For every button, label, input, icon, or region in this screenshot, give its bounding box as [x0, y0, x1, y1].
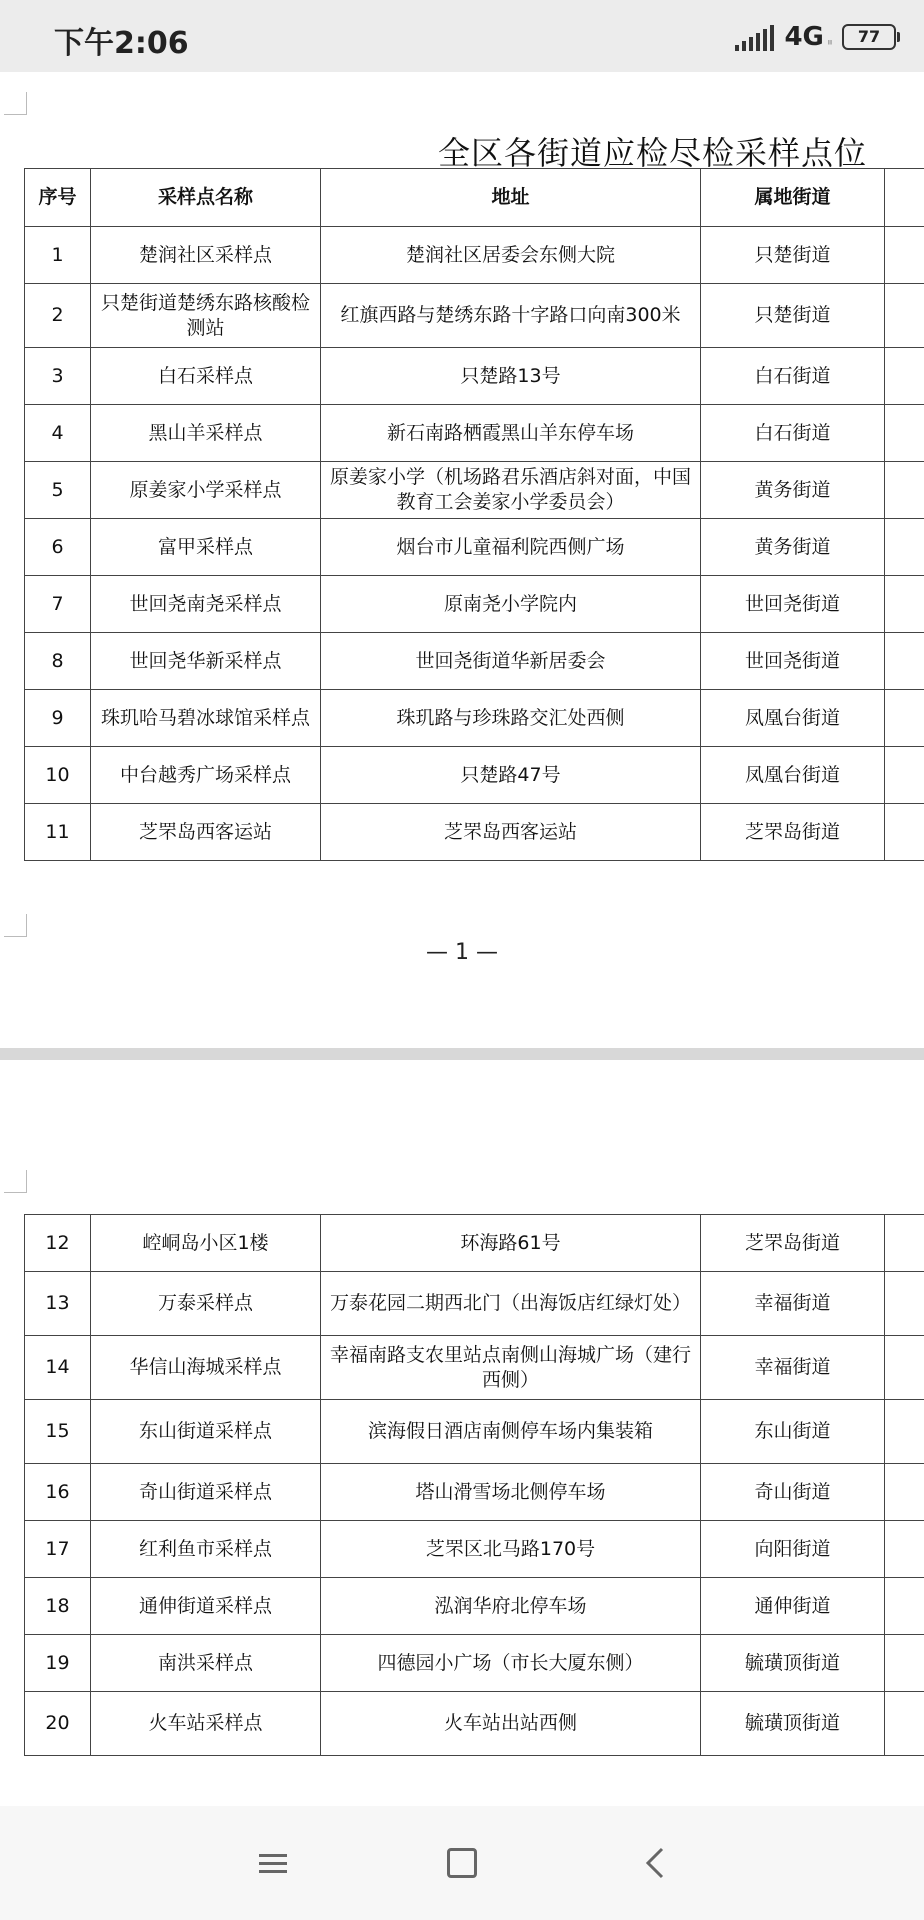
table-row	[25, 348, 924, 405]
cell-no: 9	[25, 690, 91, 747]
cell-name: 只楚街道楚绣东路核酸检测站	[91, 284, 321, 348]
cell-address: 万泰花园二期西北门（出海饭店红绿灯处）	[321, 1272, 701, 1336]
cell-name: 华信山海城采样点	[91, 1336, 321, 1400]
cell-extra	[885, 633, 924, 690]
cell-no: 10	[25, 747, 91, 804]
page-corner-mark	[4, 914, 27, 937]
cell-address: 火车站出站西侧	[321, 1692, 701, 1756]
signal-icon	[735, 23, 774, 51]
table-row	[25, 405, 924, 462]
page-number: — 1 —	[426, 940, 498, 965]
cell-extra	[885, 576, 924, 633]
table-row	[25, 227, 924, 284]
page-separator	[0, 1048, 924, 1060]
cell-extra	[885, 1578, 924, 1635]
cell-name: 万泰采样点	[91, 1272, 321, 1336]
header-name: 采样点名称	[91, 169, 321, 227]
document-page-2[interactable]	[0, 1060, 924, 1806]
cell-street: 芝罘岛街道	[701, 804, 885, 861]
cell-no: 1	[25, 227, 91, 284]
cell-address: 只楚路47号	[321, 747, 701, 804]
network-activity-icon: ᴵᴵ	[827, 37, 832, 51]
table-row	[25, 804, 924, 861]
table-row	[25, 284, 924, 348]
cell-street: 通伸街道	[701, 1578, 885, 1635]
cell-address: 楚润社区居委会东侧大院	[321, 227, 701, 284]
table-row	[25, 1635, 924, 1692]
cell-extra	[885, 1521, 924, 1578]
cell-street: 幸福街道	[701, 1336, 885, 1400]
table-row	[25, 747, 924, 804]
cell-address: 红旗西路与楚绣东路十字路口向南300米	[321, 284, 701, 348]
cell-street: 只楚街道	[701, 227, 885, 284]
document-page-1[interactable]	[0, 72, 924, 1048]
header-street: 属地街道	[701, 169, 885, 227]
cell-street: 毓璜顶街道	[701, 1635, 885, 1692]
cell-extra	[885, 804, 924, 861]
cell-extra	[885, 519, 924, 576]
cell-extra	[885, 1400, 924, 1464]
cell-no: 5	[25, 462, 91, 519]
table-row	[25, 1272, 924, 1336]
cell-address: 芝罘岛西客运站	[321, 804, 701, 861]
back-icon[interactable]	[630, 1838, 680, 1888]
header-extra	[885, 169, 924, 227]
cell-address: 滨海假日酒店南侧停车场内集装箱	[321, 1400, 701, 1464]
cell-name: 世回尧华新采样点	[91, 633, 321, 690]
cell-address: 芝罘区北马路170号	[321, 1521, 701, 1578]
network-type: 4G	[784, 22, 824, 52]
cell-address: 四德园小广场（市长大厦东侧）	[321, 1635, 701, 1692]
table-row	[25, 1464, 924, 1521]
cell-name: 东山街道采样点	[91, 1400, 321, 1464]
header-no: 序号	[25, 169, 91, 227]
cell-street: 凤凰台街道	[701, 690, 885, 747]
sampling-table-page-1	[24, 168, 924, 861]
cell-name: 崆峒岛小区1楼	[91, 1215, 321, 1272]
cell-address: 泓润华府北停车场	[321, 1578, 701, 1635]
cell-extra	[885, 1464, 924, 1521]
table-row	[25, 1336, 924, 1400]
table-row	[25, 690, 924, 747]
cell-no: 12	[25, 1215, 91, 1272]
cell-no: 2	[25, 284, 91, 348]
cell-name: 通伸街道采样点	[91, 1578, 321, 1635]
cell-street: 凤凰台街道	[701, 747, 885, 804]
cell-no: 19	[25, 1635, 91, 1692]
cell-no: 17	[25, 1521, 91, 1578]
table-row	[25, 576, 924, 633]
cell-name: 楚润社区采样点	[91, 227, 321, 284]
cell-street: 黄务街道	[701, 519, 885, 576]
cell-street: 世回尧街道	[701, 633, 885, 690]
cell-address: 原姜家小学（机场路君乐酒店斜对面，中国教育工会姜家小学委员会）	[321, 462, 701, 519]
cell-no: 3	[25, 348, 91, 405]
cell-extra	[885, 1272, 924, 1336]
cell-no: 16	[25, 1464, 91, 1521]
cell-street: 白石街道	[701, 405, 885, 462]
cell-no: 4	[25, 405, 91, 462]
cell-no: 13	[25, 1272, 91, 1336]
cell-extra	[885, 747, 924, 804]
cell-no: 15	[25, 1400, 91, 1464]
cell-street: 向阳街道	[701, 1521, 885, 1578]
cell-address: 只楚路13号	[321, 348, 701, 405]
cell-extra	[885, 227, 924, 284]
cell-no: 11	[25, 804, 91, 861]
cell-address: 珠玑路与珍珠路交汇处西侧	[321, 690, 701, 747]
cell-name: 芝罘岛西客运站	[91, 804, 321, 861]
cell-no: 20	[25, 1692, 91, 1756]
table-row	[25, 1692, 924, 1756]
cell-name: 火车站采样点	[91, 1692, 321, 1756]
cell-street: 幸福街道	[701, 1272, 885, 1336]
cell-street: 只楚街道	[701, 284, 885, 348]
table-row	[25, 1215, 924, 1272]
table-row	[25, 1400, 924, 1464]
cell-street: 东山街道	[701, 1400, 885, 1464]
cell-address: 原南尧小学院内	[321, 576, 701, 633]
cell-no: 6	[25, 519, 91, 576]
sampling-table-page-2	[24, 1214, 924, 1756]
page-corner-mark	[4, 1170, 27, 1193]
cell-address: 塔山滑雪场北侧停车场	[321, 1464, 701, 1521]
cell-name: 原姜家小学采样点	[91, 462, 321, 519]
cell-no: 7	[25, 576, 91, 633]
cell-name: 南洪采样点	[91, 1635, 321, 1692]
cell-street: 黄务街道	[701, 462, 885, 519]
cell-extra	[885, 284, 924, 348]
table-row	[25, 633, 924, 690]
cell-address: 新石南路栖霞黑山羊东停车场	[321, 405, 701, 462]
cell-extra	[885, 690, 924, 747]
cell-no: 14	[25, 1336, 91, 1400]
cell-street: 奇山街道	[701, 1464, 885, 1521]
battery-level: 77	[857, 27, 881, 46]
cell-address: 烟台市儿童福利院西侧广场	[321, 519, 701, 576]
status-icons	[735, 20, 896, 54]
cell-address: 幸福南路支农里站点南侧山海城广场（建行西侧）	[321, 1336, 701, 1400]
cell-name: 红利鱼市采样点	[91, 1521, 321, 1578]
cell-name: 奇山街道采样点	[91, 1464, 321, 1521]
status-time: 下午2:06	[54, 26, 189, 61]
battery-icon	[842, 24, 896, 50]
cell-extra	[885, 462, 924, 519]
table-row	[25, 519, 924, 576]
cell-no: 8	[25, 633, 91, 690]
cell-name: 世回尧南尧采样点	[91, 576, 321, 633]
status-bar	[0, 0, 924, 72]
cell-extra	[885, 1635, 924, 1692]
cell-street: 白石街道	[701, 348, 885, 405]
table-header-row	[25, 169, 924, 227]
navigation-bar	[0, 1806, 924, 1920]
table-row	[25, 1578, 924, 1635]
cell-name: 黑山羊采样点	[91, 405, 321, 462]
cell-name: 富甲采样点	[91, 519, 321, 576]
home-icon[interactable]	[437, 1838, 487, 1888]
document-title: 全区各街道应检尽检采样点位	[438, 134, 868, 172]
page-corner-mark	[4, 92, 27, 115]
cell-extra	[885, 348, 924, 405]
cell-address: 环海路61号	[321, 1215, 701, 1272]
menu-icon[interactable]	[248, 1838, 298, 1888]
cell-street: 世回尧街道	[701, 576, 885, 633]
header-address: 地址	[321, 169, 701, 227]
cell-name: 白石采样点	[91, 348, 321, 405]
cell-extra	[885, 1336, 924, 1400]
cell-name: 珠玑哈马碧冰球馆采样点	[91, 690, 321, 747]
cell-address: 世回尧街道华新居委会	[321, 633, 701, 690]
cell-no: 18	[25, 1578, 91, 1635]
cell-street: 毓璜顶街道	[701, 1692, 885, 1756]
cell-name: 中台越秀广场采样点	[91, 747, 321, 804]
cell-extra	[885, 1692, 924, 1756]
cell-street: 芝罘岛街道	[701, 1215, 885, 1272]
table-row	[25, 1521, 924, 1578]
table-row	[25, 462, 924, 519]
cell-extra	[885, 405, 924, 462]
cell-extra	[885, 1215, 924, 1272]
